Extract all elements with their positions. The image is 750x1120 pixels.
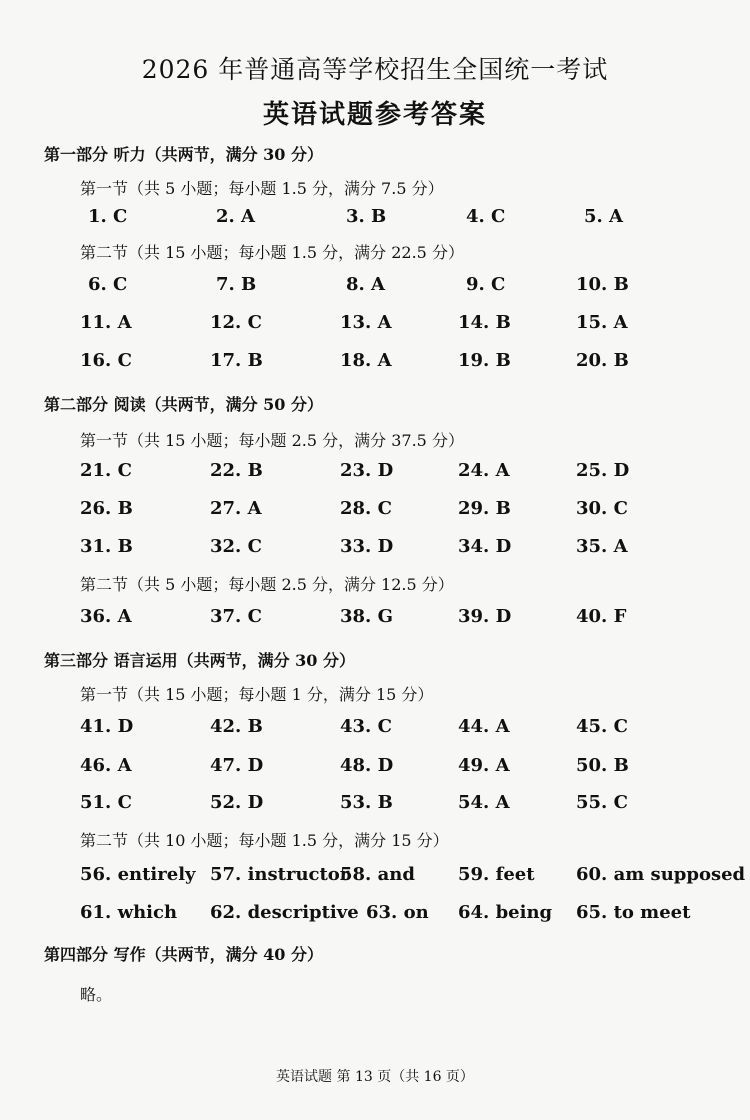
answer-item: 55. C [576, 792, 628, 813]
answer-item: 39. D [458, 606, 512, 627]
answer-item: 47. D [210, 755, 264, 776]
answer-item: 1. C [88, 206, 128, 227]
answer-item: 3. B [346, 206, 387, 227]
answer-item: 52. D [210, 792, 264, 813]
part-1-section-2-heading: 第二节（共 15 小题；每小题 1.5 分，满分 22.5 分） [80, 243, 464, 262]
answer-item: 44. A [458, 716, 510, 737]
part-4-note: 略。 [80, 985, 113, 1004]
answer-item: 31. B [80, 536, 133, 557]
part-2-heading: 第二部分 阅读（共两节，满分 50 分） [44, 395, 323, 414]
answer-item: 7. B [216, 274, 257, 295]
answer-item: 64. being [458, 902, 553, 923]
answer-item: 36. A [80, 606, 132, 627]
answer-item: 22. B [210, 460, 263, 481]
answer-item: 15. A [576, 312, 628, 333]
answer-item: 32. C [210, 536, 262, 557]
part-3-heading: 第三部分 语言运用（共两节，满分 30 分） [44, 651, 355, 670]
answer-item: 34. D [458, 536, 512, 557]
answer-item: 51. C [80, 792, 132, 813]
answer-item: 28. C [340, 498, 392, 519]
answer-item: 57. instructor [210, 864, 350, 885]
answer-item: 16. C [80, 350, 132, 371]
exam-title: 2026 年普通高等学校招生全国统一考试 [141, 55, 609, 84]
answer-item: 29. B [458, 498, 511, 519]
answer-item: 60. am supposed [576, 864, 746, 885]
answer-item: 12. C [210, 312, 262, 333]
answer-item: 27. A [210, 498, 262, 519]
answer-key-title: 英语试题参考答案 [262, 100, 487, 130]
answer-item: 25. D [576, 460, 630, 481]
page-footer: 英语试题 第 13 页（共 16 页） [276, 1069, 474, 1085]
part-3-section-1-heading: 第一节（共 15 小题；每小题 1 分，满分 15 分） [80, 685, 434, 704]
answer-item: 21. C [80, 460, 132, 481]
answer-item: 6. C [88, 274, 128, 295]
answer-item: 2. A [216, 206, 256, 227]
answer-item: 58. and [340, 864, 415, 885]
answer-item: 59. feet [458, 864, 535, 885]
answer-item: 9. C [466, 274, 506, 295]
answer-item: 56. entirely [80, 864, 196, 885]
part-2-section-1-heading: 第一节（共 15 小题；每小题 2.5 分，满分 37.5 分） [80, 431, 464, 450]
answer-item: 11. A [80, 312, 132, 333]
answer-item: 63. on [366, 902, 429, 923]
part-1-heading: 第一部分 听力（共两节，满分 30 分） [44, 145, 323, 164]
answer-item: 53. B [340, 792, 393, 813]
answer-item: 48. D [340, 755, 394, 776]
answer-item: 43. C [340, 716, 392, 737]
answer-item: 49. A [458, 755, 510, 776]
answer-item: 50. B [576, 755, 629, 776]
answer-item: 62. descriptive [210, 902, 359, 923]
answer-item: 37. C [210, 606, 262, 627]
answer-item: 54. A [458, 792, 510, 813]
answer-item: 13. A [340, 312, 392, 333]
answer-item: 33. D [340, 536, 394, 557]
answer-item: 38. G [340, 606, 393, 627]
answer-item: 65. to meet [576, 902, 691, 923]
answer-item: 23. D [340, 460, 394, 481]
answer-item: 24. A [458, 460, 510, 481]
answer-item: 30. C [576, 498, 628, 519]
answer-item: 61. which [80, 902, 178, 923]
answer-item: 35. A [576, 536, 628, 557]
part-3-section-2-heading: 第二节（共 10 小题；每小题 1.5 分，满分 15 分） [80, 831, 449, 850]
answer-item: 46. A [80, 755, 132, 776]
answer-item: 14. B [458, 312, 511, 333]
answer-item: 20. B [576, 350, 629, 371]
part-2-section-2-heading: 第二节（共 5 小题；每小题 2.5 分，满分 12.5 分） [80, 575, 454, 594]
part-1-section-1-heading: 第一节（共 5 小题；每小题 1.5 分，满分 7.5 分） [80, 179, 444, 198]
answer-item: 5. A [584, 206, 624, 227]
answer-item: 4. C [466, 206, 506, 227]
answer-item: 41. D [80, 716, 134, 737]
answer-item: 42. B [210, 716, 263, 737]
answer-item: 45. C [576, 716, 628, 737]
answer-item: 17. B [210, 350, 263, 371]
answer-item: 26. B [80, 498, 133, 519]
part-4-heading: 第四部分 写作（共两节，满分 40 分） [44, 945, 323, 964]
answer-item: 40. F [576, 606, 627, 627]
answer-item: 10. B [576, 274, 629, 295]
answer-item: 8. A [346, 274, 386, 295]
answer-item: 18. A [340, 350, 392, 371]
answer-item: 19. B [458, 350, 511, 371]
